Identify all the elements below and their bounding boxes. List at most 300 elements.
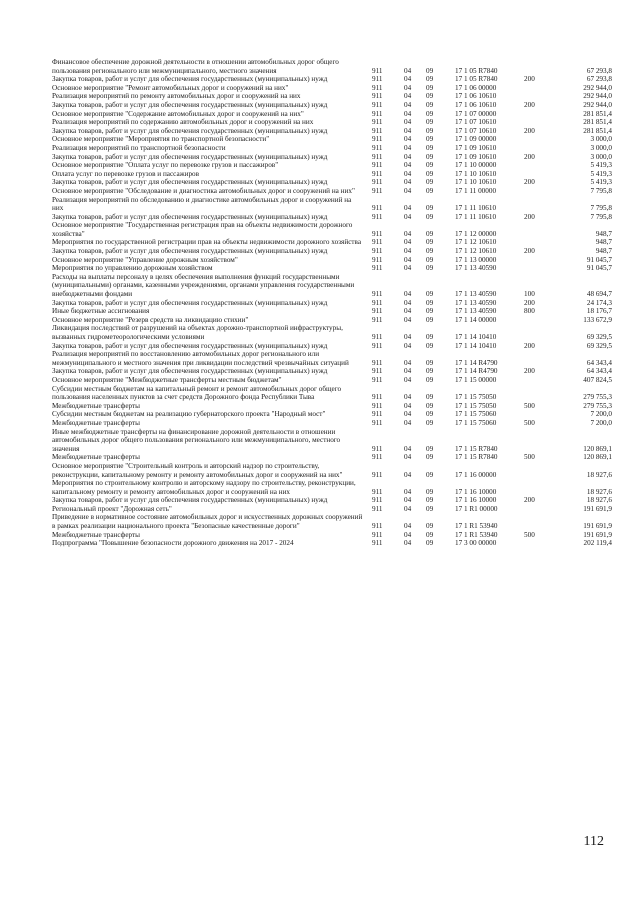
row-subsection-code: 09 — [426, 315, 434, 324]
row-name: Основное мероприятие "Оплата услуг по перевозке грузов и пассажиров" — [52, 161, 279, 170]
row-section-code: 04 — [404, 238, 412, 247]
row-ministry-code: 911 — [372, 118, 383, 127]
row-amount: 133 672,9 — [583, 315, 612, 324]
row-section-code: 04 — [404, 66, 412, 75]
row-name: Закупка товаров, работ и услуг для обеспечения государственных (муниципальных) нужд — [52, 247, 328, 256]
row-subsection-code: 09 — [426, 126, 434, 135]
row-ministry-code: 911 — [372, 204, 383, 213]
row-amount: 91 045,7 — [586, 255, 612, 264]
row-target-article: 17 1 14 R4790 — [455, 367, 498, 376]
row-amount: 24 174,3 — [586, 298, 612, 307]
row-name: Реализация мероприятий по восстановлению автомобильных дорог регионального или межмуниципального и местного значения при ликвидации последствий чрезвычайных ситуаций — [52, 350, 349, 367]
table-row — [52, 402, 612, 411]
row-target-article: 17 1 05 R7840 — [455, 66, 498, 75]
row-subsection-code: 09 — [426, 358, 434, 367]
row-amount: 7 795,8 — [590, 212, 612, 221]
row-ministry-code: 911 — [372, 375, 383, 384]
row-section-code: 04 — [404, 255, 412, 264]
row-section-code: 04 — [404, 453, 412, 462]
row-name: Закупка товаров, работ и услуг для обеспечения государственных (муниципальных) нужд — [52, 100, 328, 109]
row-ministry-code: 911 — [372, 358, 383, 367]
row-subsection-code: 09 — [426, 118, 434, 127]
row-amount: 407 824,5 — [583, 375, 612, 384]
row-section-code: 04 — [404, 247, 412, 256]
table-row — [52, 316, 612, 325]
row-subsection-code: 09 — [426, 298, 434, 307]
row-amount: 202 119,4 — [583, 539, 612, 548]
row-target-article: 17 1 12 00000 — [455, 229, 497, 238]
row-amount: 5 419,3 — [590, 178, 612, 187]
row-ministry-code: 911 — [372, 290, 383, 299]
row-subsection-code: 09 — [426, 367, 434, 376]
row-target-article: 17 1 10 00000 — [455, 161, 497, 170]
row-name: Основное мероприятие "Мероприятия по транспортной безопасности" — [52, 135, 270, 144]
row-section-code: 04 — [404, 126, 412, 135]
row-ministry-code: 911 — [372, 333, 383, 341]
row-ministry-code: 911 — [372, 367, 383, 376]
row-name: Расходы на выплаты персоналу в целях обеспечения выполнения функций государственными (муниципальными) органами, казенными учреждениями, органами управления государственными внебюджетными фондами — [52, 272, 355, 299]
row-target-article: 17 1 06 00000 — [455, 83, 497, 92]
row-section-code: 04 — [404, 487, 412, 496]
table-row — [52, 101, 612, 110]
row-amount: 18 927,6 — [586, 487, 612, 496]
row-name: Подпрограмма "Повышение безопасности дорожного движения на 2017 - 2024 — [52, 539, 294, 548]
row-target-article: 17 1 13 40590 — [455, 290, 497, 299]
row-name: Основное мероприятие "Содержание автомобильных дорог и сооружений на них" — [52, 109, 304, 118]
row-target-article: 17 1 11 10610 — [455, 212, 497, 221]
row-expense-type: 200 — [524, 126, 535, 135]
row-amount: 281 851,4 — [583, 126, 612, 135]
row-subsection-code: 09 — [426, 539, 434, 548]
row-ministry-code: 911 — [372, 504, 383, 513]
row-target-article: 17 1 13 00000 — [455, 255, 497, 264]
row-amount: 18 176,7 — [586, 307, 612, 316]
row-amount: 281 851,4 — [583, 109, 612, 118]
row-target-article: 17 3 00 00000 — [455, 539, 497, 548]
row-expense-type: 200 — [524, 178, 535, 187]
row-amount: 948,7 — [595, 229, 612, 238]
table-row — [52, 92, 612, 101]
row-target-article: 17 1 16 00000 — [455, 470, 497, 479]
row-name: Межбюджетные трансферты — [52, 401, 140, 410]
row-ministry-code: 911 — [372, 444, 383, 453]
row-target-article: 17 1 15 00000 — [455, 375, 497, 384]
row-target-article: 17 1 06 10610 — [455, 100, 497, 109]
row-ministry-code: 911 — [372, 186, 383, 195]
row-name: Мероприятия по государственной регистрации прав на объекты недвижимости дорожного хозяйства — [52, 238, 362, 247]
row-subsection-code: 09 — [426, 83, 434, 92]
row-amount: 292 944,0 — [583, 83, 612, 92]
row-ministry-code: 911 — [372, 169, 383, 178]
row-name: Основное мероприятие "Ремонт автомобильных дорог и сооружений на них" — [52, 83, 289, 92]
row-section-code: 04 — [404, 229, 412, 238]
table-row — [52, 273, 612, 299]
row-ministry-code: 911 — [372, 161, 383, 170]
row-ministry-code: 911 — [372, 92, 383, 101]
row-name: Иные межбюджетные трансферты на финансирование дорожной деятельности в отношении автомобильных дорог общего пользования регионального или межмуниципального, местного значения — [52, 427, 341, 453]
row-name: Закупка товаров, работ и услуг для обеспечения государственных (муниципальных) нужд — [52, 341, 328, 350]
row-subsection-code: 09 — [426, 100, 434, 109]
row-subsection-code: 09 — [426, 169, 434, 178]
row-ministry-code: 911 — [372, 135, 383, 144]
table-row — [52, 238, 612, 247]
table-row — [52, 144, 612, 153]
row-ministry-code: 911 — [372, 83, 383, 92]
row-name: Мероприятия по управлению дорожным хозяйством — [52, 264, 213, 273]
row-section-code: 04 — [404, 109, 412, 118]
row-section-code: 04 — [404, 143, 412, 152]
row-name: Реализация мероприятий по обследованию и диагностике автомобильных дорог и сооружений на них — [52, 195, 352, 213]
page-number: 112 — [583, 834, 604, 849]
row-ministry-code: 911 — [372, 109, 383, 118]
row-section-code: 04 — [404, 504, 412, 513]
table-row — [52, 539, 612, 548]
row-target-article: 17 1 15 75060 — [455, 418, 497, 427]
row-subsection-code: 09 — [426, 255, 434, 264]
table-row — [52, 84, 612, 93]
row-section-code: 04 — [404, 83, 412, 92]
row-name: Региональный проект "Дорожная сеть" — [52, 504, 172, 513]
row-name: Ликвидация последствий от разрушений на объектах дорожно-транспортной инфраструктуры, вызванных гидрометеорологическими условиями — [52, 324, 343, 341]
row-subsection-code: 09 — [426, 496, 434, 505]
row-target-article: 17 1 14 10410 — [455, 333, 497, 341]
row-section-code: 04 — [404, 75, 412, 84]
row-subsection-code: 09 — [426, 504, 434, 513]
row-amount: 7 200,0 — [590, 410, 612, 419]
table-row — [52, 505, 612, 514]
row-amount: 18 927,6 — [586, 470, 612, 479]
row-target-article: 17 1 10 10610 — [455, 178, 497, 187]
row-amount: 191 691,9 — [583, 504, 612, 513]
row-target-article: 17 1 05 R7840 — [455, 75, 498, 84]
row-target-article: 17 1 09 10610 — [455, 152, 497, 161]
table-row — [52, 453, 612, 462]
row-subsection-code: 09 — [426, 66, 434, 75]
row-name: Закупка товаров, работ и услуг для обеспечения государственных (муниципальных) нужд — [52, 75, 328, 84]
row-subsection-code: 09 — [426, 470, 434, 479]
row-target-article: 17 1 13 40590 — [455, 298, 497, 307]
row-ministry-code: 911 — [372, 522, 383, 531]
row-subsection-code: 09 — [426, 92, 434, 101]
row-expense-type: 500 — [524, 401, 535, 410]
row-name: Основное мероприятие "Обследование и диагностика автомобильных дорог и сооружений на них" — [52, 186, 355, 195]
row-subsection-code: 09 — [426, 152, 434, 161]
table-row — [52, 496, 612, 505]
row-expense-type: 500 — [524, 418, 535, 427]
row-target-article: 17 1 09 00000 — [455, 135, 497, 144]
row-target-article: 17 1 14 10410 — [455, 341, 497, 350]
table-row — [52, 513, 612, 530]
row-subsection-code: 09 — [426, 453, 434, 462]
row-amount: 64 343,4 — [586, 358, 612, 367]
row-ministry-code: 911 — [372, 126, 383, 135]
row-subsection-code: 09 — [426, 204, 434, 213]
row-name: Закупка товаров, работ и услуг для обеспечения государственных (муниципальных) нужд — [52, 126, 328, 135]
row-amount: 3 000,0 — [590, 152, 612, 161]
row-section-code: 04 — [404, 418, 412, 427]
row-expense-type: 200 — [524, 212, 535, 221]
row-section-code: 04 — [404, 375, 412, 384]
table-row — [52, 213, 612, 222]
row-section-code: 04 — [404, 186, 412, 195]
row-subsection-code: 09 — [426, 229, 434, 238]
budget-table — [52, 58, 612, 548]
table-row — [52, 256, 612, 265]
row-section-code: 04 — [404, 333, 412, 341]
row-subsection-code: 09 — [426, 444, 434, 453]
row-ministry-code: 911 — [372, 247, 383, 256]
row-target-article: 17 1 10 10610 — [455, 169, 497, 178]
row-section-code: 04 — [404, 118, 412, 127]
row-section-code: 04 — [404, 470, 412, 479]
row-target-article: 17 1 R1 53940 — [455, 522, 498, 531]
row-subsection-code: 09 — [426, 109, 434, 118]
row-target-article: 17 1 16 10000 — [455, 496, 497, 505]
row-subsection-code: 09 — [426, 238, 434, 247]
row-amount: 948,7 — [595, 238, 612, 247]
row-name: Мероприятия по строительному контролю и авторскому надзору по строительству, реконструкции, капитальному ремонту и ремонту автомобильных дорог и сооружений на них — [52, 479, 356, 496]
row-amount: 69 329,5 — [586, 333, 612, 341]
table-row — [52, 187, 612, 196]
row-amount: 7 795,8 — [590, 204, 612, 213]
row-ministry-code: 911 — [372, 341, 383, 350]
row-name: Основное мероприятие "Резерв средств на ликвидацию стихии" — [52, 315, 249, 324]
row-ministry-code: 911 — [372, 401, 383, 410]
row-target-article: 17 1 11 10610 — [455, 204, 497, 213]
row-section-code: 04 — [404, 135, 412, 144]
row-target-article: 17 1 06 10610 — [455, 92, 497, 101]
row-subsection-code: 09 — [426, 186, 434, 195]
row-subsection-code: 09 — [426, 264, 434, 273]
row-ministry-code: 911 — [372, 307, 383, 316]
row-section-code: 04 — [404, 393, 412, 402]
row-name: Межбюджетные трансферты — [52, 418, 140, 427]
row-section-code: 04 — [404, 410, 412, 419]
row-subsection-code: 09 — [426, 522, 434, 531]
row-section-code: 04 — [404, 522, 412, 531]
row-target-article: 17 1 15 R7840 — [455, 444, 498, 453]
row-name: Субсидии местным бюджетам на капитальный ремонт и ремонт автомобильных дорог общего пользования населенных пунктов за счет средств Дорожного фонда Республики Тыва — [52, 384, 342, 402]
row-amount: 3 000,0 — [590, 135, 612, 144]
row-name: Закупка товаров, работ и услуг для обеспечения государственных (муниципальных) нужд — [52, 178, 328, 187]
table-row — [52, 161, 612, 170]
table-row — [52, 307, 612, 316]
table-row — [52, 178, 612, 187]
row-ministry-code: 911 — [372, 418, 383, 427]
table-row — [52, 247, 612, 256]
row-ministry-code: 911 — [372, 178, 383, 187]
table-row — [52, 385, 612, 402]
row-target-article: 17 1 07 00000 — [455, 109, 497, 118]
row-amount: 18 927,6 — [586, 496, 612, 505]
row-section-code: 04 — [404, 358, 412, 367]
row-amount: 5 419,3 — [590, 169, 612, 178]
row-name: Иные бюджетные ассигнования — [52, 307, 150, 316]
row-subsection-code: 09 — [426, 410, 434, 419]
row-name: Основное мероприятие "Государственная регистрация прав на объекты недвижимости дорожного хозяйства" — [52, 221, 353, 238]
row-amount: 67 293,8 — [586, 75, 612, 84]
row-expense-type: 500 — [524, 453, 535, 462]
row-ministry-code: 911 — [372, 152, 383, 161]
row-section-code: 04 — [404, 367, 412, 376]
table-row — [52, 376, 612, 385]
row-section-code: 04 — [404, 539, 412, 548]
row-target-article: 17 1 15 R7840 — [455, 453, 498, 462]
row-ministry-code: 911 — [372, 496, 383, 505]
row-expense-type: 100 — [524, 290, 535, 299]
row-name: Закупка товаров, работ и услуг для обеспечения государственных (муниципальных) нужд — [52, 367, 328, 376]
row-ministry-code: 911 — [372, 470, 383, 479]
row-target-article: 17 1 14 R4790 — [455, 358, 498, 367]
row-subsection-code: 09 — [426, 487, 434, 496]
table-row — [52, 153, 612, 162]
row-expense-type: 200 — [524, 341, 535, 350]
table-row — [52, 75, 612, 84]
row-target-article: 17 1 12 10610 — [455, 247, 497, 256]
row-subsection-code: 09 — [426, 333, 434, 341]
row-subsection-code: 09 — [426, 418, 434, 427]
table-row — [52, 110, 612, 119]
row-name: Межбюджетные трансферты — [52, 453, 140, 462]
row-target-article: 17 1 15 75060 — [455, 410, 497, 419]
row-amount: 7 795,8 — [590, 186, 612, 195]
row-section-code: 04 — [404, 92, 412, 101]
table-row — [52, 479, 612, 496]
row-name: Основное мероприятие "Управление дорожным хозяйством" — [52, 255, 238, 264]
row-section-code: 04 — [404, 178, 412, 187]
row-subsection-code: 09 — [426, 75, 434, 84]
row-section-code: 04 — [404, 204, 412, 213]
row-ministry-code: 911 — [372, 453, 383, 462]
row-amount: 69 329,5 — [586, 341, 612, 350]
table-row — [52, 428, 612, 454]
row-target-article: 17 1 09 10610 — [455, 143, 497, 152]
row-amount: 191 691,9 — [583, 522, 612, 531]
row-amount: 279 755,3 — [583, 401, 612, 410]
row-section-code: 04 — [404, 212, 412, 221]
row-name: Реализация мероприятий по содержанию автомобильных дорог и сооружений на них — [52, 118, 314, 127]
row-expense-type: 500 — [524, 530, 535, 539]
row-expense-type: 200 — [524, 152, 535, 161]
table-row — [52, 299, 612, 308]
row-section-code: 04 — [404, 401, 412, 410]
row-section-code: 04 — [404, 100, 412, 109]
row-ministry-code: 911 — [372, 539, 383, 548]
row-amount: 67 293,8 — [586, 66, 612, 75]
table-row — [52, 196, 612, 213]
row-name: Оплата услуг по перевозке грузов и пассажиров — [52, 169, 200, 178]
row-name: Закупка товаров, работ и услуг для обеспечения государственных (муниципальных) нужд — [52, 496, 328, 505]
table-row — [52, 350, 612, 367]
row-amount: 91 045,7 — [586, 264, 612, 273]
row-target-article: 17 1 07 10610 — [455, 126, 497, 135]
row-amount: 5 419,3 — [590, 161, 612, 170]
row-name: Закупка товаров, работ и услуг для обеспечения государственных (муниципальных) нужд — [52, 212, 328, 221]
table-row — [52, 264, 612, 273]
row-section-code: 04 — [404, 496, 412, 505]
row-section-code: 04 — [404, 161, 412, 170]
row-section-code: 04 — [404, 169, 412, 178]
row-subsection-code: 09 — [426, 393, 434, 402]
row-subsection-code: 09 — [426, 401, 434, 410]
row-amount: 120 869,1 — [583, 453, 612, 462]
row-amount: 191 691,9 — [583, 530, 612, 539]
row-ministry-code: 911 — [372, 298, 383, 307]
table-row — [52, 324, 612, 341]
table-row — [52, 531, 612, 540]
table-row — [52, 221, 612, 238]
row-amount: 3 000,0 — [590, 143, 612, 152]
row-subsection-code: 09 — [426, 290, 434, 299]
row-name: Субсидии местным бюджетам на реализацию губернаторского проекта "Народный мост" — [52, 410, 326, 419]
row-subsection-code: 09 — [426, 307, 434, 316]
row-ministry-code: 911 — [372, 530, 383, 539]
row-subsection-code: 09 — [426, 178, 434, 187]
row-amount: 292 944,0 — [583, 100, 612, 109]
row-amount: 292 944,0 — [583, 92, 612, 101]
table-row — [52, 367, 612, 376]
row-target-article: 17 1 R1 53940 — [455, 530, 498, 539]
row-section-code: 04 — [404, 530, 412, 539]
row-subsection-code: 09 — [426, 530, 434, 539]
row-target-article: 17 1 12 10610 — [455, 238, 497, 247]
row-target-article: 17 1 11 00000 — [455, 186, 497, 195]
row-name: Приведение в нормативное состояние автомобильных дорог и искусственных дорожных сооружений в рамках реализации национального проекта "Безопасные качественные дороги" — [52, 513, 363, 531]
row-amount: 7 200,0 — [590, 418, 612, 427]
row-ministry-code: 911 — [372, 229, 383, 238]
row-ministry-code: 911 — [372, 264, 383, 273]
table-row — [52, 342, 612, 351]
row-section-code: 04 — [404, 315, 412, 324]
row-subsection-code: 09 — [426, 247, 434, 256]
row-ministry-code: 911 — [372, 255, 383, 264]
row-section-code: 04 — [404, 264, 412, 273]
table-row — [52, 127, 612, 136]
row-target-article: 17 1 14 00000 — [455, 315, 497, 324]
row-target-article: 17 1 R1 00000 — [455, 504, 498, 513]
row-ministry-code: 911 — [372, 238, 383, 247]
row-amount: 948,7 — [595, 247, 612, 256]
row-target-article: 17 1 15 75050 — [455, 401, 497, 410]
table-row — [52, 118, 612, 127]
row-name: Реализация мероприятий по транспортной безопасности — [52, 143, 226, 152]
row-ministry-code: 911 — [372, 66, 383, 75]
row-amount: 64 343,4 — [586, 367, 612, 376]
row-ministry-code: 911 — [372, 410, 383, 419]
row-expense-type: 200 — [524, 247, 535, 256]
row-amount: 120 869,1 — [583, 444, 612, 453]
row-amount: 281 851,4 — [583, 118, 612, 127]
row-section-code: 04 — [404, 341, 412, 350]
row-ministry-code: 911 — [372, 75, 383, 84]
row-subsection-code: 09 — [426, 212, 434, 221]
row-name: Основное мероприятие "Межбюджетные трансферты местным бюджетам" — [52, 375, 282, 384]
row-target-article: 17 1 16 10000 — [455, 487, 497, 496]
row-ministry-code: 911 — [372, 143, 383, 152]
row-name: Закупка товаров, работ и услуг для обеспечения государственных (муниципальных) нужд — [52, 152, 328, 161]
row-subsection-code: 09 — [426, 341, 434, 350]
row-expense-type: 200 — [524, 298, 535, 307]
row-section-code: 04 — [404, 152, 412, 161]
table-row — [52, 170, 612, 179]
table-row — [52, 58, 612, 75]
table-row — [52, 410, 612, 419]
row-name: Реализация мероприятий по ремонту автомобильных дорог и сооружений на них — [52, 92, 301, 101]
row-section-code: 04 — [404, 298, 412, 307]
table-row — [52, 419, 612, 428]
row-amount: 279 755,3 — [583, 393, 612, 402]
row-ministry-code: 911 — [372, 393, 383, 402]
